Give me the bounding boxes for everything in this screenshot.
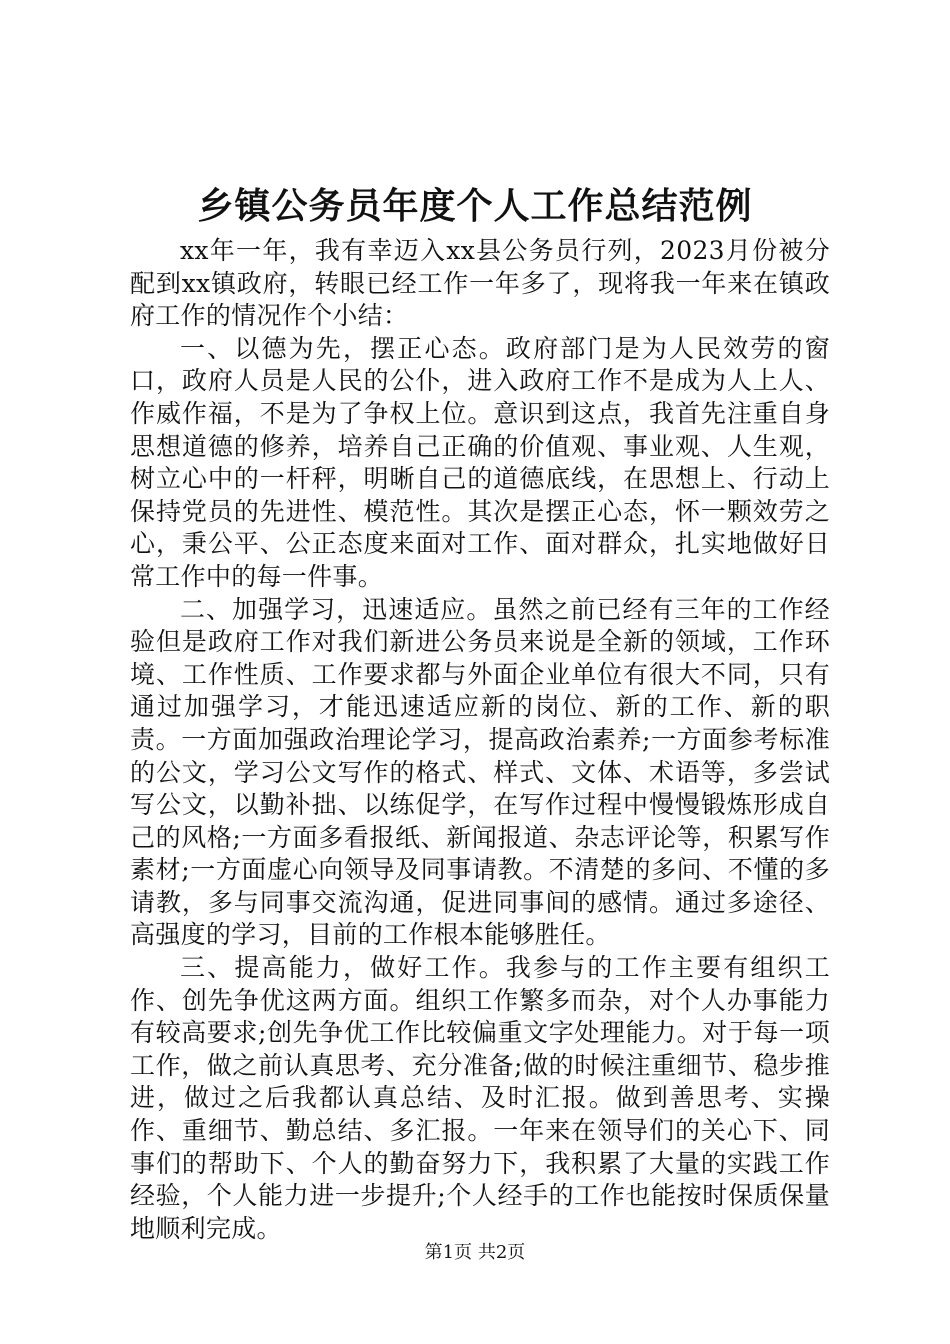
paragraph-section-3: 三、提高能力，做好工作。我参与的工作主要有组织工作、创先争优这两方面。组织工作繁多而杂，对个人办事能力有较高要求;创先争优工作比较偏重文字处理能力。对于每一项工作，做之前认真思考、充分准备;做的时候注重细节、稳步推进，做过之后我都认真总结、及时汇报。做到善思考、实操作、重细节、勤总结、多汇报。一年来在领导们的关心下、同事们的帮助下、个人的勤奋努力下，我积累了大量的实践工作经验，个人能力进一步提升;个人经手的工作也能按时保质保量地顺利完成。 (130, 953, 830, 1243)
paragraph-intro: xx年一年，我有幸迈入xx县公务员行列，2023月份被分配到xx镇政府，转眼已经工作一年多了，现将我一年来在镇政府工作的情况作个小结： (130, 236, 830, 331)
paragraph-section-1: 一、以德为先，摆正心态。政府部门是为人民效劳的窗口，政府人员是人民的公仆，进入政府工作不是成为人上人、作威作福，不是为了争权上位。意识到这点，我首先注重自身思想道德的修养，培养自己正确的价值观、事业观、人生观，树立心中的一杆秤，明晰自己的道德底线，在思想上、行动上保持党员的先进性、模范性。其次是摆正心态，怀一颗效劳之心，秉公平、公正态度来面对工作、面对群众，扎实地做好日常工作中的每一件事。 (130, 333, 830, 591)
paragraph-section-2: 二、加强学习，迅速适应。虽然之前已经有三年的工作经验但是政府工作对我们新进公务员来说是全新的领域，工作环境、工作性质、工作要求都与外面企业单位有很大不同，只有通过加强学习，才能迅速适应新的岗位、新的工作、新的职责。一方面加强政治理论学习，提高政治素养;一方面参考标准的公文，学习公文写作的格式、样式、文体、术语等，多尝试写公文，以勤补拙、以练促学，在写作过程中慢慢锻炼形成自己的风格;一方面多看报纸、新闻报道、杂志评论等，积累写作素材;一方面虚心向领导及同事请教。不清楚的多问、不懂的多请教，多与同事交流沟通，促进同事间的感情。通过多途径、高强度的学习，目前的工作根本能够胜任。 (130, 594, 830, 950)
document-body (130, 235, 830, 1245)
page-number-footer: 第1页 共2页 (424, 1242, 526, 1263)
document-title: 乡镇公务员年度个人工作总结范例 (197, 185, 753, 227)
